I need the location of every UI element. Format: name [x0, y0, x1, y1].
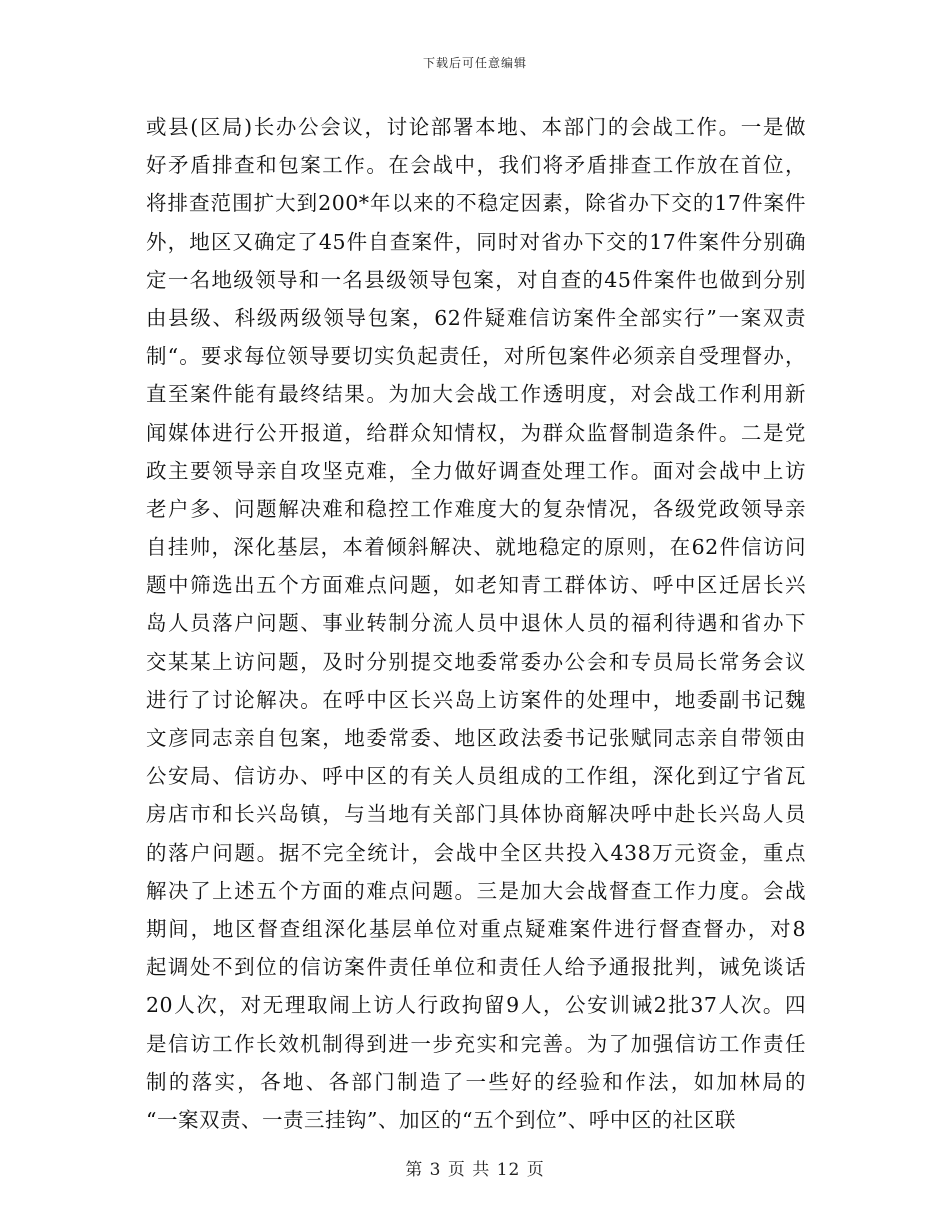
body-line: 房店市和长兴岛镇，与当地有关部门具体协商解决呼中赴长兴岛人员: [146, 802, 806, 827]
body-line: 岛人员落户问题、事业转制分流人员中退休人员的福利待遇和省办下: [146, 611, 806, 636]
body-line: 起调处不到位的信访案件责任单位和责任人给予通报批判，诫免谈话: [146, 955, 806, 980]
body-line: 公安局、信访办、呼中区的有关人员组成的工作组，深化到辽宁省瓦: [146, 764, 806, 789]
page-header: 下载后可任意编辑: [422, 56, 527, 70]
page-number-footer: 第 3 页 共 12 页: [405, 1160, 545, 1180]
body-line: 制“。要求每位领导要切实负起责任，对所包案件必须亲自受理督办，: [146, 344, 806, 369]
body-line: 闻媒体进行公开报道，给群众知情权，为群众监督制造条件。二是党: [146, 420, 806, 445]
body-line: 解决了上述五个方面的难点问题。三是加大会战督查工作力度。会战: [146, 878, 806, 903]
body-line: 的落户问题。据不完全统计，会战中全区共投入438万元资金，重点: [146, 840, 806, 865]
body-line: 老户多、问题解决难和稳控工作难度大的复杂情况，各级党政领导亲: [146, 496, 806, 521]
body-line: 文彦同志亲自包案，地委常委、地区政法委书记张赋同志亲自带领由: [146, 726, 806, 750]
body-line: 定一名地级领导和一名县级领导包案，对自查的45件案件也做到分别: [146, 267, 806, 292]
body-line: “一案双责、一责三挂钩”、加区的“五个到位”、呼中区的社区联: [146, 1107, 736, 1132]
document-body: [146, 108, 806, 1139]
body-line: 由县级、科级两级领导包案，62件疑难信访案件全部实行”一案双责: [146, 305, 806, 330]
body-line: 20人次，对无理取闹上访人行政拘留9人，公安训诫2批37人次。四: [146, 993, 806, 1018]
body-line: 进行了讨论解决。在呼中区长兴岛上访案件的处理中，地委副书记魏: [146, 687, 806, 712]
body-line: 制的落实，各地、各部门制造了一些好的经验和作法，如加林局的: [146, 1069, 806, 1094]
body-line: 交某某上访问题，及时分别提交地委常委办公会和专员局长常务会议: [146, 649, 806, 674]
body-line: 好矛盾排查和包案工作。在会战中，我们将矛盾排查工作放在首位，: [146, 153, 806, 178]
body-line: 直至案件能有最终结果。为加大会战工作透明度，对会战工作利用新: [146, 382, 806, 407]
body-line: 是信访工作长效机制得到进一步充实和完善。为了加强信访工作责任: [146, 1031, 806, 1056]
body-line: 政主要领导亲自攻坚克难，全力做好调查处理工作。面对会战中上访: [146, 458, 806, 483]
body-line: 将排查范围扩大到200*年以来的不稳定因素，除省办下交的17件案件: [146, 191, 806, 216]
body-line: 自挂帅，深化基层，本着倾斜解决、就地稳定的原则，在62件信访问: [146, 535, 806, 560]
body-line: 或县(区局)长办公会议，讨论部署本地、本部门的会战工作。一是做: [146, 115, 806, 139]
body-line: 期间，地区督查组深化基层单位对重点疑难案件进行督查督办，对8: [146, 916, 806, 941]
body-line: 题中筛选出五个方面难点问题，如老知青工群体访、呼中区迁居长兴: [146, 573, 806, 598]
body-line: 外，地区又确定了45件自查案件，同时对省办下交的17件案件分别确: [146, 229, 806, 254]
